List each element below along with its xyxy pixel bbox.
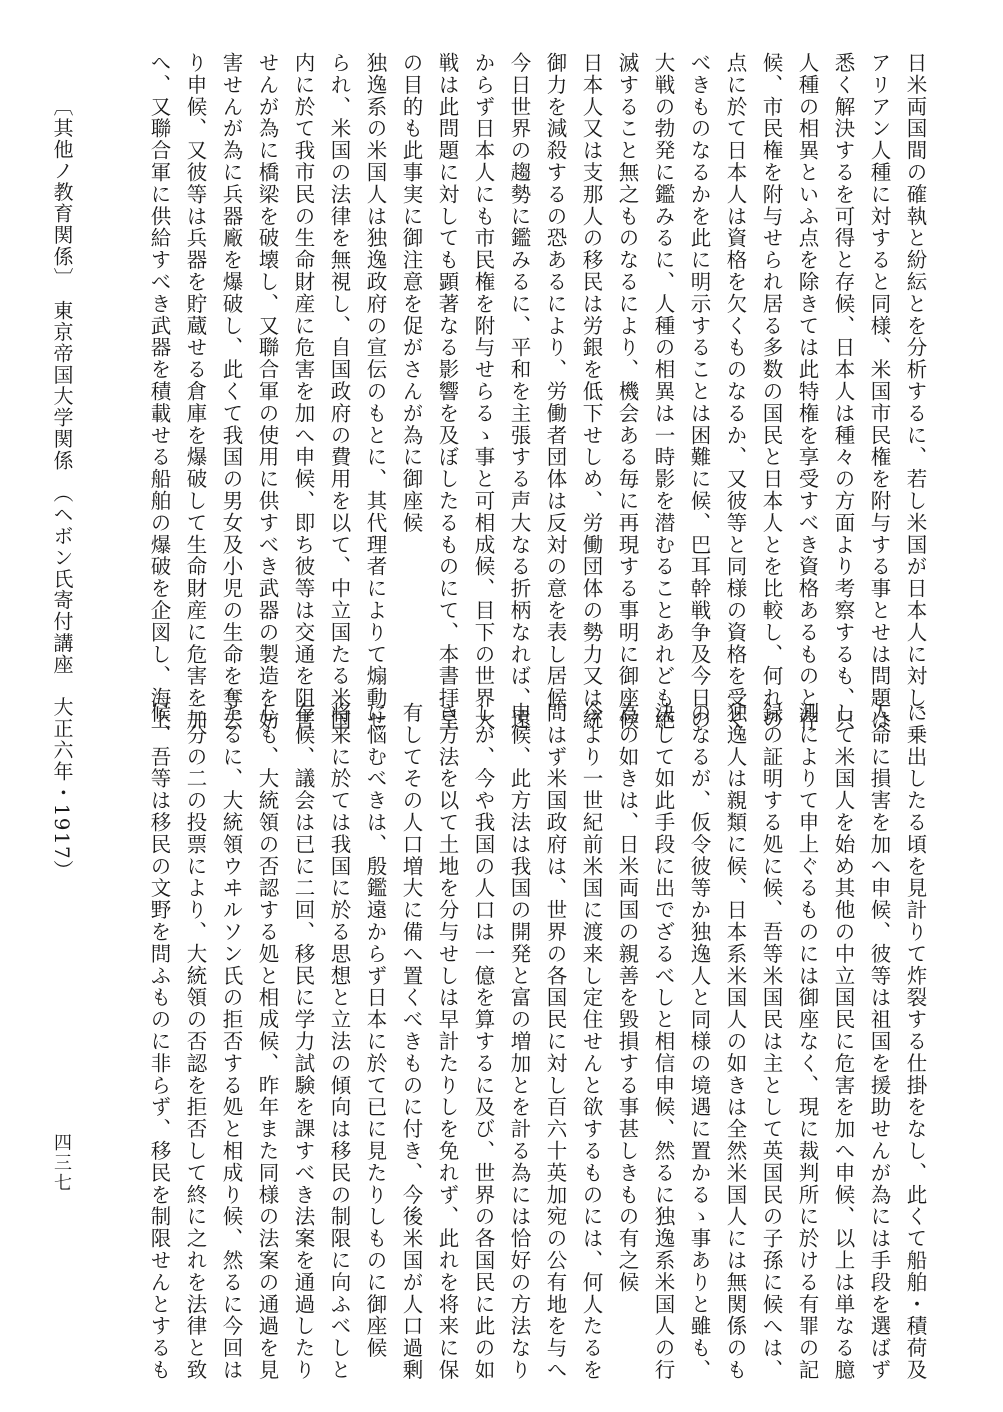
text-column: 内に於て我市民の生命財産に危害を加へ申候、即ち彼等は交通を阻害	[291, 52, 315, 731]
text-column: られ、米国の法律を無視し、自国政府の費用を以て、中立国たる米国	[327, 52, 351, 731]
page-number: 四三七	[51, 1133, 72, 1193]
text-column: に悩むべきは、殷鑑遠からず日本に於て已に見たりしものに御座候	[363, 702, 387, 1359]
text-column: しが、今や我国の人口は一億を算するに及び、世界の各国民に此の如	[471, 702, 495, 1381]
text-column: 有してその人口増大に備へ置くべきものに付き、今後米国が人口過剰	[399, 702, 423, 1381]
text-column: 人命に損害を加へ申候、彼等は祖国を援助せんが為には手段を選ばず	[867, 702, 891, 1381]
text-column: の目的も此事実に御注意を促がさんが為に御座候	[399, 52, 423, 534]
text-column: 申候、此方法は我国の開発と富の増加とを計る為には恰好の方法なり	[507, 702, 531, 1381]
text-column: 将来に於ては我国に於る思想と立法の傾向は移民の制限に向ふべしと	[327, 702, 351, 1381]
text-column: 録の証明する処に候、吾等米国民は主として英国民の子孫に候へは、	[759, 702, 783, 1381]
text-column: 測によりて申上ぐるものには御座なく、現に裁判所に於ける有罪の記	[795, 702, 819, 1381]
text-column: のなるが、仮令彼等か独逸人と同様の境遇に置かるゝ事ありと雖も、	[687, 702, 711, 1381]
text-column: へ、又聯合軍に供給すべき武器を積載せる船舶の爆破を企図し、海上	[147, 52, 171, 731]
upper-text-block	[141, 52, 933, 731]
text-column: アリアン人種に対すると同様、米国市民権を附与する事とせは問題は	[867, 52, 891, 731]
text-column: 今日世界の趨勢に鑑みるに、平和を主張する声大なる折柄なれば、遠	[507, 52, 531, 731]
text-column: 日本人又は支那人の移民は労銀を低下せしめ、労働団体の勢力又は統	[579, 52, 603, 731]
text-column: 日米両国間の確執と紛紜とを分析するに、若し米国が日本人に対し、	[903, 52, 927, 731]
text-column: たるに、大統領ウヰルソン氏の拒否する処と相成り候、然るに今回は	[219, 702, 243, 1381]
text-column: 大戦の勃発に鑑みるに、人種の相異は一時影を潜むることあれども絶	[651, 52, 675, 731]
running-head: 〔其他ノ教育関係〕 東京帝国大学関係 （ヘボン氏寄付講座 大正六年・1917）	[50, 96, 74, 882]
text-column: り申候、又彼等は兵器を貯蔵せる倉庫を爆破して生命財産に危害を加	[183, 52, 207, 731]
text-column: 戦は此問題に対しても顕著なる影響を及ぼしたるものにて、本書拝呈	[435, 52, 459, 731]
text-column: 悉く解決するを可得と存候、日本人は種々の方面より考察するも、只	[831, 52, 855, 731]
text-column: 御力を減殺するの恐あるにより、労働者団体は反対の意を表し居候	[543, 52, 567, 709]
lower-text-block	[141, 702, 933, 1381]
text-column: 候、市民権を附与せられ居る多数の国民と日本人とを比較し、何れの	[759, 52, 783, 731]
text-column: 今より一世紀前米国に渡来し定住せんと欲するものには、何人たるを	[579, 702, 603, 1381]
text-column: 独逸人は親類に候、日本系米国人の如きは全然米国人には無関係のも	[723, 702, 747, 1381]
text-column: き方法を以て土地を分与せしは早計たりしを免れず、此れを将来に保	[435, 702, 459, 1381]
text-column: に乗出したる頃を見計りて炸裂する仕掛をなし、此くて船舶・積荷及	[903, 702, 927, 1381]
text-column: 人種の相異といふ点を除きては此特権を享受すべき資格あるものと存	[795, 52, 819, 731]
text-column: して米国人を始め其他の中立国民に危害を加へ申候、以上は単なる臆	[831, 702, 855, 1381]
text-column: からず日本人にも市民権を附与せらるゝ事と可相成候、目下の世界大	[471, 52, 495, 731]
text-column: 三分の二の投票により、大統領の否認を拒否して終に之れを法律と致	[183, 702, 207, 1381]
text-column: 点に於て日本人は資格を欠くものなるか、又彼等と同様の資格を受く	[723, 52, 747, 731]
text-column: 為の如きは、日米両国の親善を毀損する事甚しきもの有之候	[615, 702, 639, 1294]
text-column: しも、大統領の否認する処と相成候、昨年また同様の法案の通過を見	[255, 702, 279, 1381]
text-column: 害せんが為に兵器廠を爆破し、此くて我国の男女及小児の生命を奪去	[219, 52, 243, 731]
text-column: 存候、議会は已に二回、移民に学力試験を課すべき法案を通過したり	[291, 702, 315, 1381]
text-column: 滅すること無之ものなるにより、機会ある毎に再現する事明に御座候	[615, 52, 639, 731]
text-column: 独逸系の米国人は独逸政府の宣伝のもとに、其代理者によりて煽動せ	[363, 52, 387, 731]
text-column: 候、吾等は移民の文野を問ふものに非らず、移民を制限せんとするも	[147, 702, 171, 1381]
text-column: せんが為に橋梁を破壊し、又聯合軍の使用に供すべき武器の製造を妨	[255, 52, 279, 731]
text-column: べきものなるかを此に明示することは困難に候、巴耳幹戦争及今日の	[687, 52, 711, 731]
text-column: 決して如此手段に出でざるべしと相信申候、然るに独逸系米国人の行	[651, 702, 675, 1381]
text-column: 問はず米国政府は、世界の各国民に対し百六十英加宛の公有地を与へ	[543, 702, 567, 1381]
